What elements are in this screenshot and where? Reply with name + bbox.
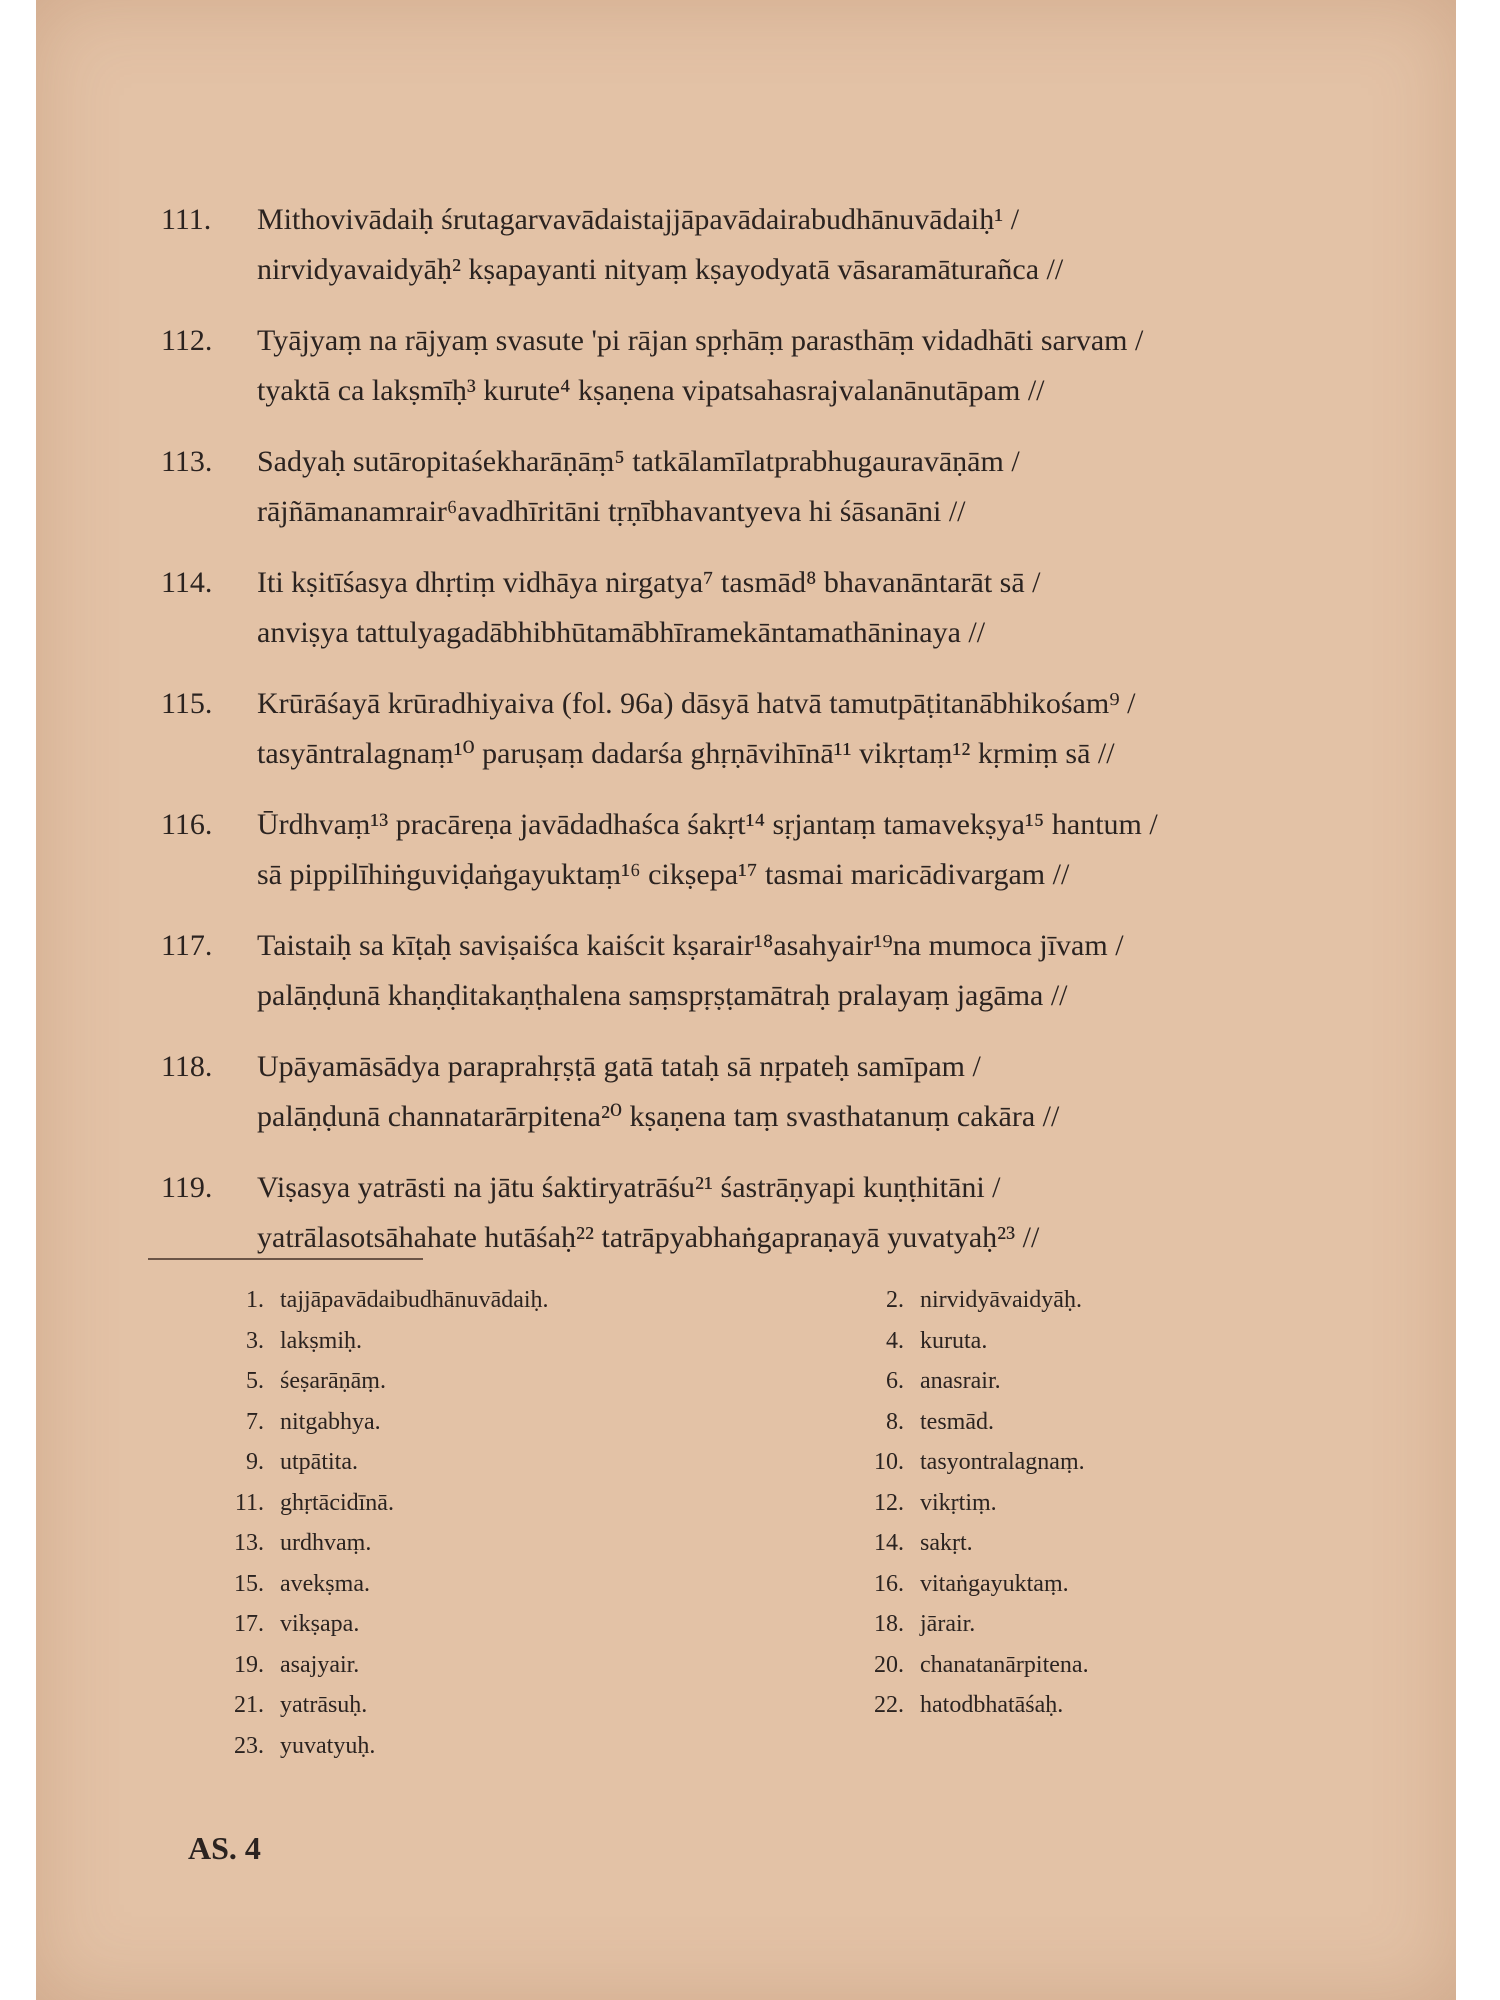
footnote-number: 5.	[246, 1368, 264, 1394]
footnote	[846, 1280, 1206, 1321]
footnote	[206, 1321, 846, 1362]
footnote	[846, 1442, 1206, 1483]
footnote-divider	[148, 1258, 423, 1260]
verse-number: 113.	[161, 445, 213, 478]
footnote-number: 2.	[886, 1287, 904, 1313]
verse-number: 111.	[161, 203, 212, 236]
footnote-number: 3.	[246, 1327, 264, 1354]
footnote	[846, 1402, 1206, 1443]
verse	[161, 921, 1391, 1021]
verse	[161, 195, 1391, 295]
footnote-text: lakṣmiḥ.	[280, 1327, 362, 1354]
verse-line: palāṇḍunā khaṇḍitakaṇṭhalena saṃspṛṣṭamātraḥ pralayaṃ jagāma //	[257, 979, 1068, 1012]
footnote	[206, 1361, 846, 1402]
footnote-text: urdhvaṃ.	[280, 1530, 372, 1556]
footnote	[206, 1280, 846, 1321]
footnote-number: 10.	[874, 1449, 904, 1475]
footnote-text: jārair.	[920, 1611, 976, 1637]
manuscript-page	[36, 0, 1456, 2000]
footnote-text: sakṛt.	[920, 1530, 973, 1556]
footnote-number: 4.	[886, 1327, 904, 1354]
verse-line: Viṣasya yatrāsti na jātu śaktiryatrāśu²¹ śastrāṇyapi kuṇṭhitāni /	[257, 1171, 1001, 1204]
verse-number: 115.	[161, 687, 213, 720]
footnote-text: tesmād.	[920, 1408, 994, 1435]
footnote-number: 18.	[874, 1611, 904, 1637]
footnote-text: tajjāpavādaibudhānuvādaiḥ.	[280, 1287, 549, 1313]
verse-line: sā pippilīhiṅguviḍaṅgayuktaṃ¹⁶ cikṣepa¹⁷ tasmai maricādivargam //	[257, 858, 1070, 891]
footnote-text: nirvidyāvaidyāḥ.	[920, 1287, 1082, 1313]
verse	[161, 558, 1391, 658]
footnote-number: 14.	[874, 1530, 904, 1556]
footnote-text: kuruta.	[920, 1327, 988, 1354]
footnote-number: 11.	[234, 1489, 264, 1516]
footnote-text: vikṣapa.	[280, 1611, 360, 1637]
verse-number: 114.	[161, 566, 213, 599]
footnote-text: vikṛtiṃ.	[920, 1489, 997, 1516]
footnote-number: 13.	[234, 1530, 264, 1556]
verse	[161, 800, 1391, 900]
footnote	[846, 1523, 1206, 1564]
footnote-text: nitgabhya.	[280, 1408, 381, 1435]
verse-line: palāṇḍunā channatarārpitena²⁰ kṣaṇena taṃ svasthatanuṃ cakāra //	[257, 1100, 1060, 1133]
footnote	[846, 1645, 1206, 1686]
footnote-number: 21.	[234, 1692, 264, 1718]
footnote-text: ghṛtācidīnā.	[280, 1489, 394, 1516]
verse-number: 118.	[161, 1050, 213, 1083]
verse-line: Upāyamāsādya paraprahṛṣṭā gatā tataḥ sā nṛpateḥ samīpam /	[257, 1050, 981, 1083]
footnote-number: 22.	[874, 1692, 904, 1718]
verse-line: Mithovivādaiḥ śrutagarvavādaistajjāpavādairabudhānuvādaiḥ¹ /	[257, 203, 1020, 236]
footnote	[846, 1564, 1206, 1605]
footnote-number: 23.	[234, 1732, 264, 1759]
footnote-text: chanatanārpitena.	[920, 1651, 1089, 1678]
verse-line: Sadyaḥ sutāropitaśekharāṇāṃ⁵ tatkālamīlatprabhugauravāṇām /	[257, 445, 1020, 478]
footnote-text: vitaṅgayuktaṃ.	[920, 1570, 1069, 1597]
footnote	[846, 1483, 1206, 1524]
footnote-number: 1.	[246, 1287, 264, 1313]
footnote	[846, 1321, 1206, 1362]
signature-mark: AS. 4	[188, 1830, 261, 1866]
verse-list	[161, 195, 1391, 1284]
verse	[161, 437, 1391, 537]
verse-line: nirvidyavaidyāḥ² kṣapayanti nityaṃ kṣayodyatā vāsaramāturañca //	[257, 253, 1064, 286]
verse	[161, 316, 1391, 416]
verse-number: 112.	[161, 324, 213, 357]
footnote	[206, 1483, 846, 1524]
footnote-text: asajyair.	[280, 1651, 360, 1678]
footnote-number: 15.	[234, 1570, 264, 1597]
verse-line: Iti kṣitīśasya dhṛtiṃ vidhāya nirgatya⁷ tasmād⁸ bhavanāntarāt sā /	[257, 566, 1041, 599]
footnote-text: utpātita.	[280, 1449, 358, 1475]
footnote	[846, 1604, 1206, 1645]
verse	[161, 1163, 1391, 1263]
verse	[161, 679, 1391, 779]
footnote	[846, 1361, 1206, 1402]
verse-line: Taistaiḥ sa kīṭaḥ saviṣaiśca kaiścit kṣarair¹⁸asahyair¹⁹na mumoca jīvam /	[257, 929, 1124, 962]
verse-line: yatrālasotsāhahate hutāśaḥ²² tatrāpyabhaṅgapraṇayā yuvatyaḥ²³ //	[257, 1221, 1040, 1254]
footnote	[206, 1645, 846, 1686]
footnote	[206, 1685, 846, 1726]
verse-number: 116.	[161, 808, 213, 841]
footnote-text: śeṣarāṇāṃ.	[280, 1368, 386, 1394]
footnote	[206, 1726, 846, 1767]
bleed-through-text	[336, 30, 1336, 170]
verse-line: anviṣya tattulyagadābhibhūtamābhīramekāntamathāninaya //	[257, 616, 986, 649]
verse-line: tyaktā ca lakṣmīḥ³ kurute⁴ kṣaṇena vipatsahasrajvalanānutāpam //	[257, 374, 1045, 407]
footnote	[206, 1442, 846, 1483]
verse-line: rājñāmanamrair⁶avadhīritāni tṛṇībhavantyeva hi śāsanāni //	[257, 495, 966, 528]
footnote-number: 16.	[874, 1570, 904, 1597]
footnote-list	[206, 1280, 1206, 1766]
verse-number: 117.	[161, 929, 213, 962]
verse-line: Tyājyaṃ na rājyaṃ svasute 'pi rājan spṛhāṃ parasthāṃ vidadhāti sarvam /	[257, 324, 1144, 357]
footnote-number: 12.	[874, 1489, 904, 1516]
footnote-number: 6.	[886, 1368, 904, 1394]
footnote	[846, 1685, 1206, 1726]
footnote-number: 7.	[246, 1408, 264, 1435]
verse-line: tasyāntralagnaṃ¹⁰ paruṣaṃ dadarśa ghṛṇāvihīnā¹¹ vikṛtaṃ¹² kṛmiṃ sā //	[257, 737, 1115, 770]
footnote-number: 17.	[234, 1611, 264, 1637]
footnote-number: 8.	[886, 1408, 904, 1435]
footnote	[206, 1523, 846, 1564]
footnote-text: yuvatyuḥ.	[280, 1732, 376, 1759]
footnote-text: avekṣma.	[280, 1570, 370, 1597]
verse-line: Krūrāśayā krūradhiyaiva (fol. 96a) dāsyā hatvā tamutpāṭitanābhikośam⁹ /	[257, 687, 1136, 720]
verse	[161, 1042, 1391, 1142]
footnote-text: tasyontralagnaṃ.	[920, 1449, 1085, 1475]
footnote-number: 19.	[234, 1651, 264, 1678]
footnote	[206, 1564, 846, 1605]
footnote	[206, 1402, 846, 1443]
footnote-text: yatrāsuḥ.	[280, 1692, 368, 1718]
footnote-number: 20.	[874, 1651, 904, 1678]
verse-number: 119.	[161, 1171, 213, 1204]
verse-line: Ūrdhvaṃ¹³ pracāreṇa javādadhaśca śakṛt¹⁴ sṛjantaṃ tamavekṣya¹⁵ hantum /	[257, 808, 1158, 841]
footnote-text: anasrair.	[920, 1368, 1001, 1394]
footnote-text: hatodbhatāśaḥ.	[920, 1692, 1064, 1718]
footnote-number: 9.	[246, 1449, 264, 1475]
footnote	[206, 1604, 846, 1645]
